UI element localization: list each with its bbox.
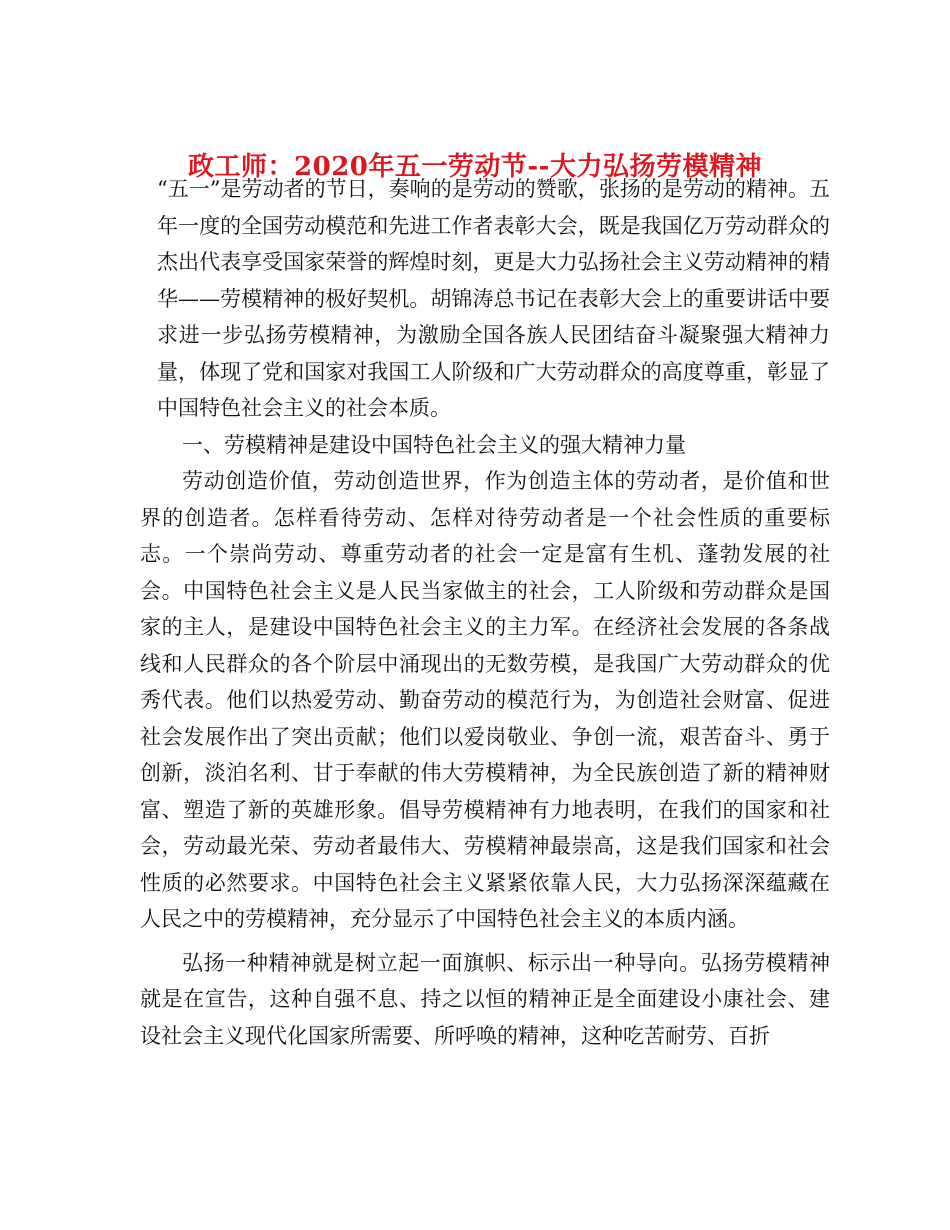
- paragraph-labor-value: 劳动创造价值，劳动创造世界，作为创造主体的劳动者，是价值和世界的创造者。怎样看待劳动、怎样对待劳动者是一个社会性质的重要标志。一个崇尚劳动、尊重劳动者的社会一定是富有生机、蓬勃发展的社会。中国特色社会主义是人民当家做主的社会，工人阶级和劳动群众是国家的主人，是建设中国特色社会主义的主力军。在经济社会发展的各条战线和人民群众的各个阶层中涌现出的无数劳模，是我国广大劳动群众的优秀代表。他们以热爱劳动、勤奋劳动的模范行为，为创造社会财富、促进社会发展作出了突出贡献；他们以爱岗敬业、争创一流，艰苦奋斗、勇于创新，淡泊名利、甘于奉献的伟大劳模精神，为全民族创造了新的精神财富、塑造了新的英雄形象。倡导劳模精神有力地表明，在我们的国家和社会，劳动最光荣、劳动者最伟大、劳模精神最崇高，这是我们国家和社会性质的必然要求。中国特色社会主义紧紧依靠人民，大力弘扬深深蕴藏在人民之中的劳模精神，充分显示了中国特色社会主义的本质内涵。: [140, 469, 830, 931]
- paragraph-spirit-banner: 弘扬一种精神就是树立起一面旗帜、标示出一种导向。弘扬劳模精神就是在宣告，这种自强不息、持之以恒的精神正是全面建设小康社会、建设社会主义现代化国家所需要、所呼唤的精神，这种吃苦耐劳、百折: [140, 950, 830, 1048]
- document-body: [140, 171, 830, 1054]
- paragraph-intro: “五一”是劳动者的节日，奏响的是劳动的赞歌，张扬的是劳动的精神。五年一度的全国劳动模范和先进工作者表彰大会，既是我国亿万劳动群众的杰出代表享受国家荣誉的辉煌时刻，更是大力弘扬社会主义劳动精神的精华——劳模精神的极好契机。胡锦涛总书记在表彰大会上的重要讲话中要求进一步弘扬劳模精神，为激励全国各族人民团结奋斗凝聚强大精神力量，体现了党和国家对我国工人阶级和广大劳动群众的高度尊重，彰显了中国特色社会主义的社会本质。: [157, 177, 830, 420]
- section-heading-1: 一、劳模精神是建设中国特色社会主义的强大精神力量: [182, 432, 686, 457]
- document-title: 政工师：2020年五一劳动节--大力弘扬劳模精神: [188, 152, 762, 183]
